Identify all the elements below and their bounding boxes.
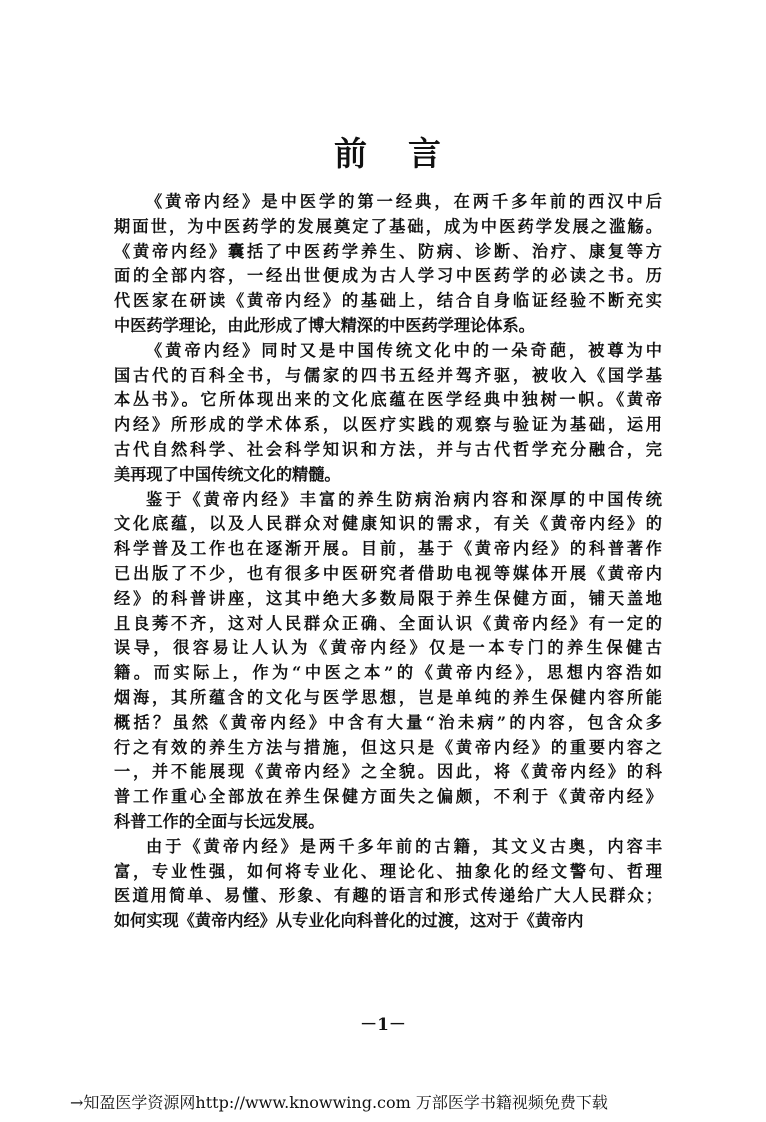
paragraph-line: 且良莠不齐，这对人民群众正确、全面认识《黄帝内经》有一定的 <box>114 613 662 633</box>
paragraph-line: 代医家在研读《黄帝内经》的基础上，结合自身临证经验不断充实 <box>114 291 662 311</box>
paragraph-line: 《黄帝内经》同时又是中国传统文化中的一朵奇葩，被尊为中 <box>146 340 662 360</box>
footer-watermark-text: →知盈医学资源网http://www.knowwing.com 万部医学书籍视频免费下载 <box>70 1093 608 1112</box>
paragraph-line: 行之有效的养生方法与措施，但这只是《黄帝内经》的重要内容之 <box>114 737 662 757</box>
title-char-1: 前 <box>334 134 367 173</box>
paragraph-line: 《黄帝内经》是中医学的第一经典，在两千多年前的西汉中后 <box>146 192 662 211</box>
page-number: －1－ <box>360 1015 406 1035</box>
paragraph-line: 内经》所形成的学术体系，以医疗实践的观察与验证为基础，运用 <box>114 415 662 435</box>
paragraph-line: 普工作重心全部放在养生保健方面失之偏颇，不利于《黄帝内经》 <box>114 787 662 807</box>
paragraph-line: 期面世，为中医药学的发展奠定了基础，成为中医药学发展之滥觞。 <box>114 216 662 236</box>
paragraph-line: 医道用简单、易懂、形象、有趣的语言和形式传递给广大人民群众； <box>114 886 662 906</box>
paragraph-line: 古代自然科学、社会科学知识和方法，并与古代哲学充分融合，完 <box>114 439 662 459</box>
paragraph-line: 国古代的百科全书，与儒家的四书五经并驾齐驱，被收入《国学基 <box>114 365 662 385</box>
title-char-2: 言 <box>408 134 441 173</box>
paragraph-line: 科普工作的全面与长远发展。 <box>114 811 325 831</box>
paragraph <box>114 339 662 488</box>
paragraph-line: 科学普及工作也在逐渐开展。目前，基于《黄帝内经》的科普著作 <box>114 539 662 559</box>
paragraph-line: 面的全部内容，一经出世便成为古人学习中医药学的必读之书。历 <box>114 266 662 286</box>
paragraph-line: 籍。而实际上，作为“中医之本”的《黄帝内经》，思想内容浩如 <box>114 663 662 683</box>
body-text <box>114 190 662 934</box>
paragraph-line: 文化底蕴，以及人民群众对健康知识的需求，有关《黄帝内经》的 <box>114 514 662 534</box>
paragraph-line: 由于《黄帝内经》是两千多年前的古籍，其文义古奥，内容丰 <box>146 836 662 856</box>
paragraph-line: 中医药学理论，由此形成了博大精深的中医药学理论体系。 <box>114 315 535 335</box>
paragraph-line: 一，并不能展现《黄帝内经》之全貌。因此，将《黄帝内经》的科 <box>114 762 662 782</box>
paragraph-line: 如何实现《黄帝内经》从专业化向科普化的过渡，这对于《黄帝内 <box>114 911 584 931</box>
paragraph-line: 富，专业性强，如何将专业化、理论化、抽象化的经文警句、哲理 <box>114 861 662 881</box>
paragraph-line: 误导，很容易让人认为《黄帝内经》仅是一本专门的养生保健古 <box>114 638 662 658</box>
paragraph-line: 经》的科普讲座，这其中绝大多数局限于养生保健方面，铺天盖地 <box>114 588 662 608</box>
paragraph-line: 烟海，其所蕴含的文化与医学思想，岂是单纯的养生保健内容所能 <box>114 687 662 707</box>
paragraph <box>114 488 662 835</box>
paragraph-line: 概括？虽然《黄帝内经》中含有大量“治未病”的内容，包含众多 <box>114 712 662 732</box>
paragraph-line: 已出版了不少，也有很多中医研究者借助电视等媒体开展《黄帝内 <box>114 563 662 583</box>
paragraph-line: 《黄帝内经》囊括了中医药学养生、防病、诊断、治疗、康复等方 <box>114 241 662 261</box>
paragraph <box>114 190 662 339</box>
paragraph-line: 本丛书》。它所体现出来的文化底蕴在医学经典中独树一帜。《黄帝 <box>114 390 662 410</box>
paragraph-line: 美再现了中国传统文化的精髓。 <box>114 464 341 484</box>
paragraph-line: 鉴于《黄帝内经》丰富的养生防病治病内容和深厚的中国传统 <box>146 489 662 509</box>
paragraph <box>114 835 662 934</box>
